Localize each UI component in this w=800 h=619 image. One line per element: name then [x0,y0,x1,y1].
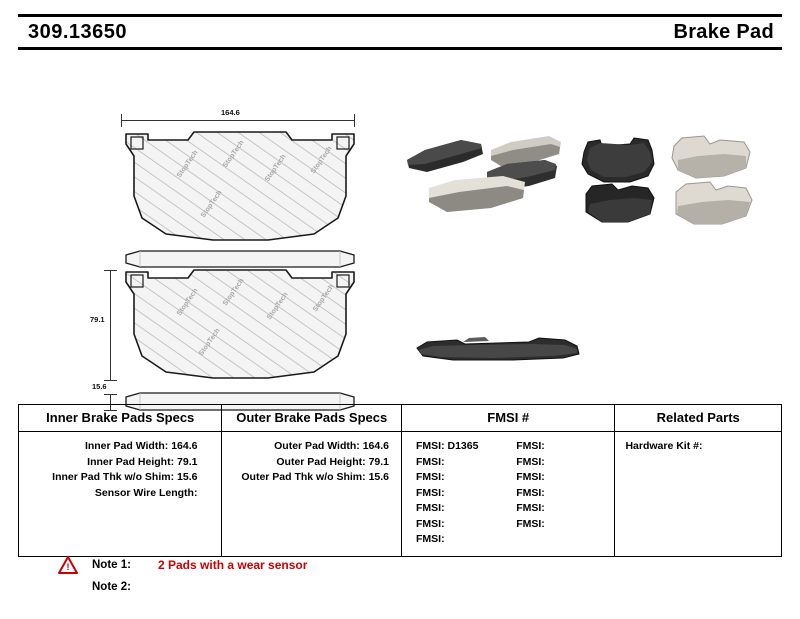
outer-specs-column [222,432,402,556]
height-dimension-line [110,270,111,380]
svg-text:StopTech: StopTech [309,145,334,176]
fmsi-entry: FMSI: [416,455,445,468]
datasheet [18,14,782,606]
inner-pad-width-label: Inner Pad Width: [84,440,169,452]
outer-pad-width-value: 164.6 [362,440,389,452]
note-2-label: Note 2: [92,581,131,593]
notes-section [58,554,658,598]
width-dimension-line [121,120,355,121]
height-dimension-tick-top [104,270,117,271]
fmsi-entry: FMSI: [516,502,545,514]
fmsi-entry: FMSI: [516,517,545,530]
svg-text:StopTech: StopTech [263,153,288,184]
svg-text:StopTech: StopTech [175,149,200,180]
thickness-dimension-label: 15.6 [92,382,107,391]
inner-pad-height-label: Inner Pad Height: [87,455,175,468]
outer-pad-thickness-row [228,470,395,486]
note-2-icon-placeholder [58,578,78,596]
pad-set-photo [403,132,563,222]
outer-pad-drawing [118,268,363,386]
height-dimension-tick-bottom [104,380,117,381]
pad-side-photo [413,332,583,368]
fmsi-entry: FMSI: [516,486,545,499]
related-parts-column [615,432,781,556]
fmsi-entry: FMSI: [516,440,545,452]
spec-table-body [19,432,781,556]
header-related-parts: Related Parts [656,410,740,425]
note-row-1 [58,554,658,576]
fmsi-entry: FMSI: [416,517,445,530]
inner-pad-width-value: 164.6 [171,440,198,452]
fmsi-entry: FMSI: [516,455,545,468]
outer-pad-height-value: 79.1 [368,455,389,468]
inner-specs-column [19,432,222,556]
inner-pad-drawing [118,122,363,252]
inner-pad-width-row [25,439,215,455]
header-outer-specs: Outer Brake Pads Specs [222,405,402,431]
fmsi-column [402,432,615,556]
outer-pad-thickness-value: 15.6 [368,471,389,483]
svg-text:StopTech: StopTech [197,327,222,358]
fmsi-grid [408,439,608,548]
page-title: Brake Pad [673,20,774,43]
height-dimension-label: 79.1 [90,315,105,324]
svg-text:StopTech: StopTech [199,189,224,220]
fmsi-entry: FMSI: [416,471,445,483]
outer-pad-thickness-label: Outer Pad Thk w/o Shim: [241,471,366,483]
warning-icon [58,556,78,574]
width-dimension-label: 164.6 [221,108,240,117]
header-inner-specs: Inner Brake Pads Specs [19,405,222,431]
hardware-kit-row: Hardware Kit #: [625,440,703,452]
fmsi-entry: FMSI: [416,533,445,545]
inner-pad-thickness-value: 15.6 [177,471,198,483]
svg-text:StopTech: StopTech [221,277,246,308]
outer-pad-width-row [228,439,395,455]
inner-pad-thickness-label: Inner Pad Thk w/o Shim: [52,471,175,483]
part-number: 309.13650 [28,20,128,43]
note-row-2 [58,576,658,598]
svg-text:StopTech: StopTech [311,283,336,314]
svg-text:StopTech: StopTech [265,291,290,322]
illustration-area [18,50,782,391]
sensor-wire-length-label: Sensor Wire Length: [94,486,198,499]
fmsi-entry: FMSI: D1365 [416,440,479,452]
page-header [18,14,782,50]
outer-pad-height-label: Outer Pad Height: [276,455,366,468]
pad-grid-photo [578,130,758,242]
note-1-label: Note 1: [92,559,131,571]
inner-pad-height-value: 79.1 [177,455,198,468]
fmsi-entry: FMSI: [516,471,545,483]
fmsi-right-column [508,439,608,548]
fmsi-entry: FMSI: [416,486,445,499]
svg-text:!: ! [66,562,70,572]
fmsi-left-column [408,439,508,548]
spec-table [18,404,782,557]
spec-table-header-row [19,405,781,432]
outer-pad-height-row [228,455,395,471]
svg-text:StopTech: StopTech [175,287,200,318]
header-fmsi: FMSI # [402,405,615,431]
inner-pad-height-row [25,455,215,471]
thickness-tick-top [104,394,117,395]
inner-pad-thickness-row [25,470,215,486]
fmsi-entry: FMSI: [416,502,445,514]
outer-pad-width-label: Outer Pad Width: [274,440,360,452]
note-1-text: 2 Pads with a wear sensor [158,558,308,572]
svg-text:StopTech: StopTech [221,139,246,170]
sensor-wire-length-row [25,486,215,502]
